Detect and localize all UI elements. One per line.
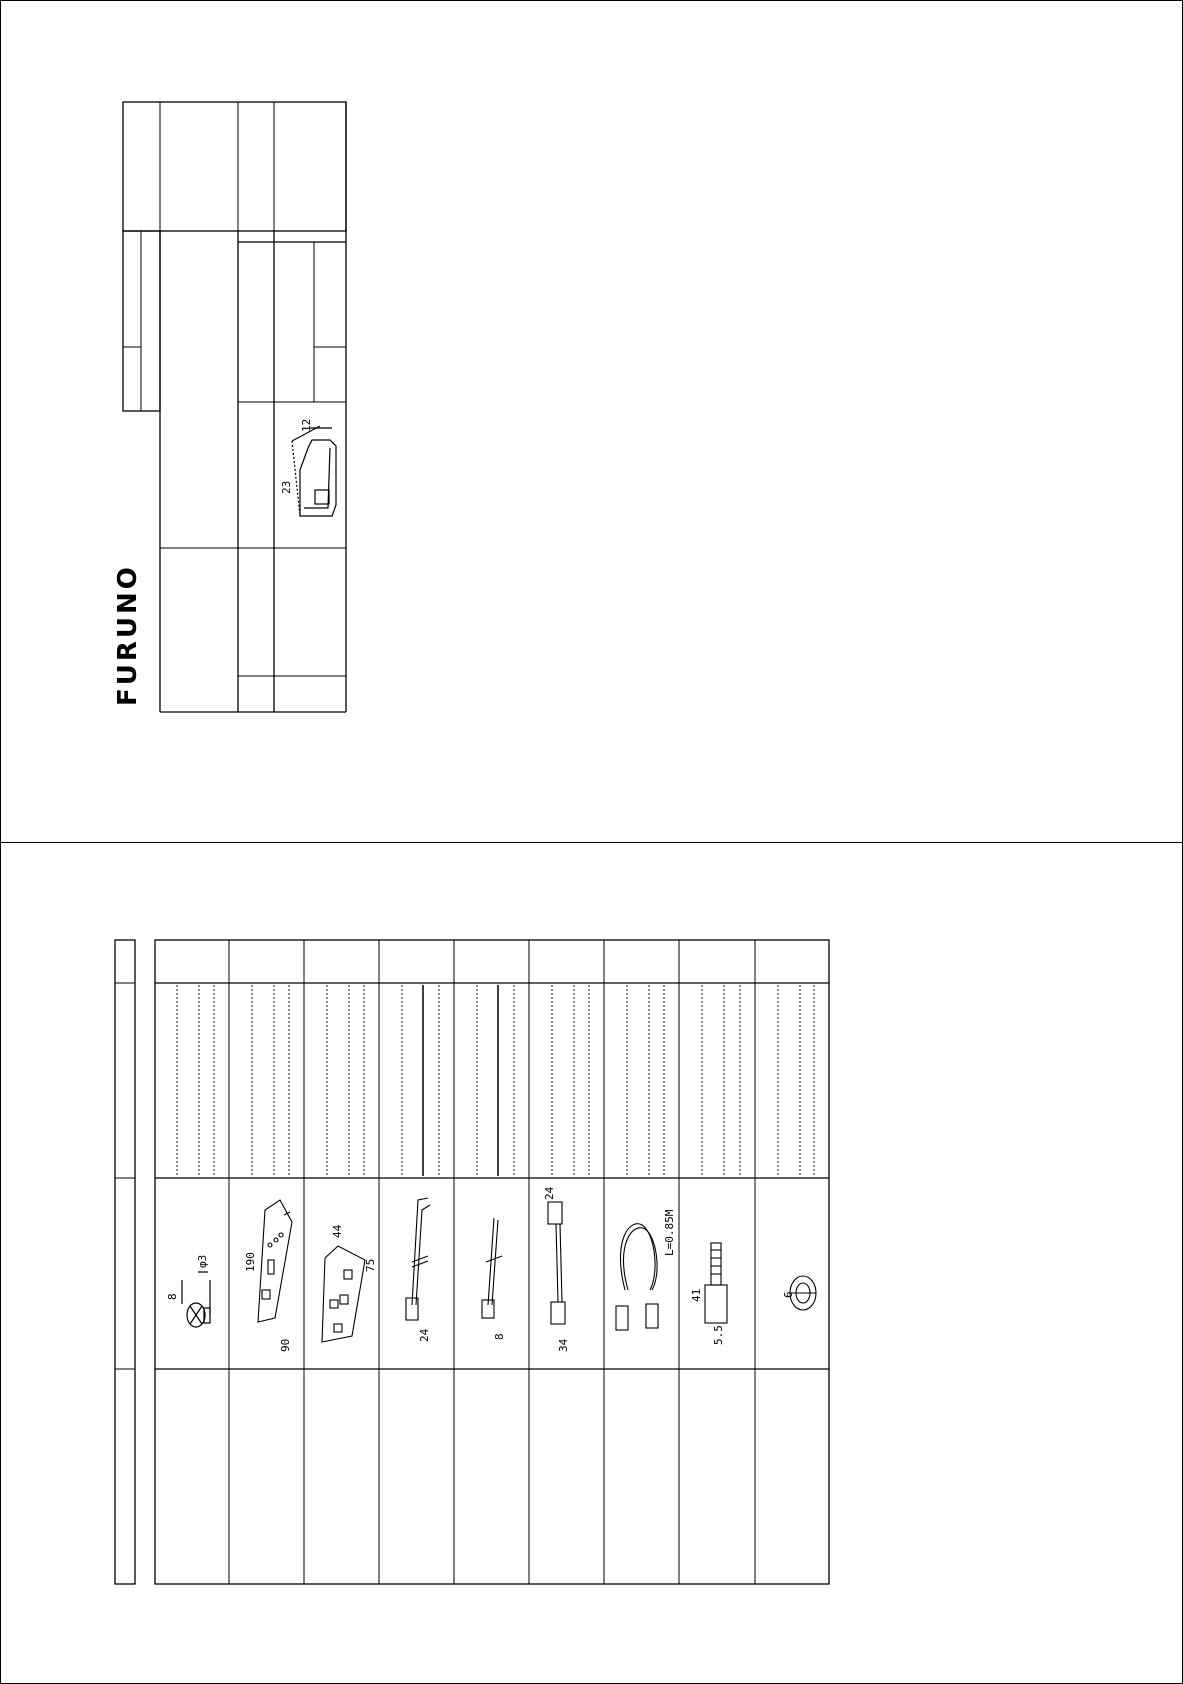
pcb-small-dim-b: 75 (364, 1258, 377, 1272)
cable-b-dim: 8 (493, 1333, 506, 1340)
pcb-large-drawing (258, 1200, 292, 1322)
spacer-dim-width: 5.5 (712, 1325, 725, 1345)
pcb-large-dim-b: 90 (279, 1338, 292, 1352)
top-table (123, 102, 346, 712)
clip-drawing (292, 426, 336, 516)
spacer-drawing (705, 1243, 727, 1323)
lan-cable-length: L=0.85M (663, 1209, 676, 1256)
screw-dim-length: 8 (166, 1293, 179, 1300)
cable-a-dim: 24 (418, 1328, 431, 1342)
ring-dim: 6 (782, 1291, 795, 1298)
furuno-logo: FURUNO (113, 564, 143, 706)
harness-drawing (548, 1202, 565, 1324)
cable-b-drawing (482, 1218, 502, 1318)
harness-dim-a: 24 (543, 1186, 556, 1200)
pcb-small-dim-a: 44 (331, 1224, 344, 1238)
screw-dim-diameter: φ3 (196, 1254, 209, 1268)
harness-dim-b: 34 (557, 1338, 570, 1352)
pcb-large-dim-a: 190 (244, 1252, 257, 1272)
clip-dim-b: 12 (300, 418, 313, 432)
parts-header-strip (115, 940, 135, 1584)
pcb-small-drawing (322, 1246, 365, 1342)
parts-solid-sublines (423, 985, 498, 1176)
clip-dim-a: 23 (280, 480, 293, 494)
parts-dotted-lines (177, 985, 814, 1176)
spacer-dim-length: 41 (690, 1288, 703, 1302)
cable-a-drawing (406, 1198, 430, 1320)
screw-drawing (182, 1272, 210, 1327)
lan-cable-drawing (616, 1224, 658, 1330)
